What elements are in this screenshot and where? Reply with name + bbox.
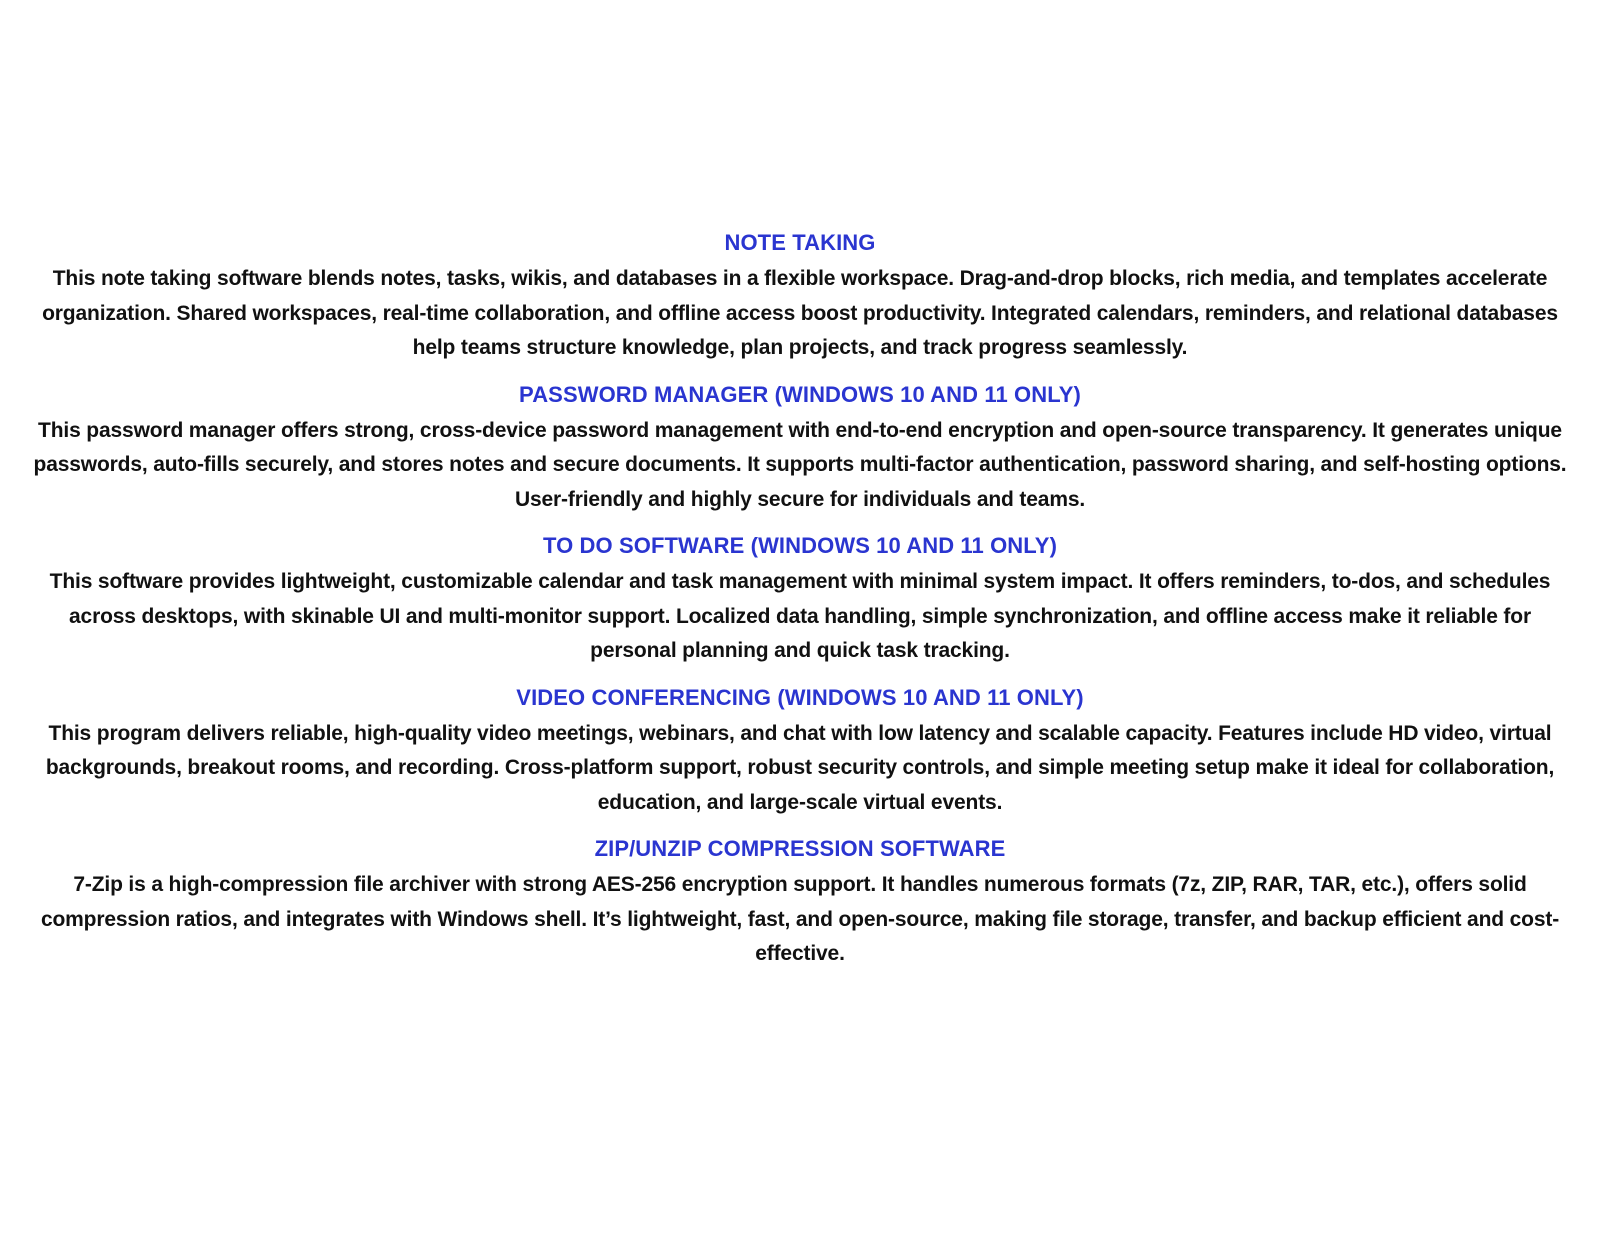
section-description: This software provides lightweight, customizable calendar and task management with minimal system impact. It offers reminders, to-dos, and schedules across desktops, with skinable UI and multi-monitor support. Localized data handling, simple synchronization, and offline access make it reliable for personal planning and quick task tracking. — [49, 570, 1551, 662]
section-video-conferencing — [24, 683, 1576, 821]
section-title: ZIP/UNZIP COMPRESSION SOFTWARE — [594, 836, 1006, 861]
section-to-do-software — [24, 531, 1576, 669]
section-title: TO DO SOFTWARE (WINDOWS 10 AND 11 ONLY) — [542, 533, 1058, 558]
section-title: VIDEO CONFERENCING (WINDOWS 10 AND 11 ONLY) — [516, 684, 1084, 710]
section-description: This note taking software blends notes, tasks, wikis, and databases in a flexible workspace. Drag-and-drop blocks, rich media, and templates accelerate organization. Shared workspaces, real-time collaboration, and offline access boost productivity. Integrated calendars, reminders, and relational databases help teams structure knowledge, plan projects, and track progress seamlessly. — [42, 267, 1558, 359]
document-page — [0, 228, 1600, 986]
section-title: NOTE TAKING — [724, 230, 876, 255]
section-description: This program delivers reliable, high-quality video meetings, webinars, and chat with low latency and scalable capacity. Features include HD video, virtual backgrounds, breakout rooms, and recording. Cross-platform support, robust security controls, and simple meeting setup make it ideal for collaboration, education, and large-scale virtual events. — [45, 721, 1555, 814]
section-description: 7-Zip is a high-compression file archiver with strong AES-256 encryption support. It handles numerous formats (7z, ZIP, RAR, TAR, etc.), offers solid compression ratios, and integrates with Windows shell. It’s lightweight, fast, and open-source, making file storage, transfer, and backup efficient and cost-effective. — [40, 873, 1560, 965]
section-note-taking — [24, 228, 1576, 366]
section-password-manager — [24, 380, 1576, 518]
section-title: PASSWORD MANAGER (WINDOWS 10 AND 11 ONLY) — [519, 381, 1081, 407]
section-description: This password manager offers strong, cross-device password management with end-to-end encryption and open-source transparency. It generates unique passwords, auto-fills securely, and stores notes and secure documents. It supports multi-factor authentication, password sharing, and self-hosting options. User-friendly and highly secure for individuals and teams. — [33, 418, 1567, 511]
section-zip-compression — [24, 834, 1576, 972]
